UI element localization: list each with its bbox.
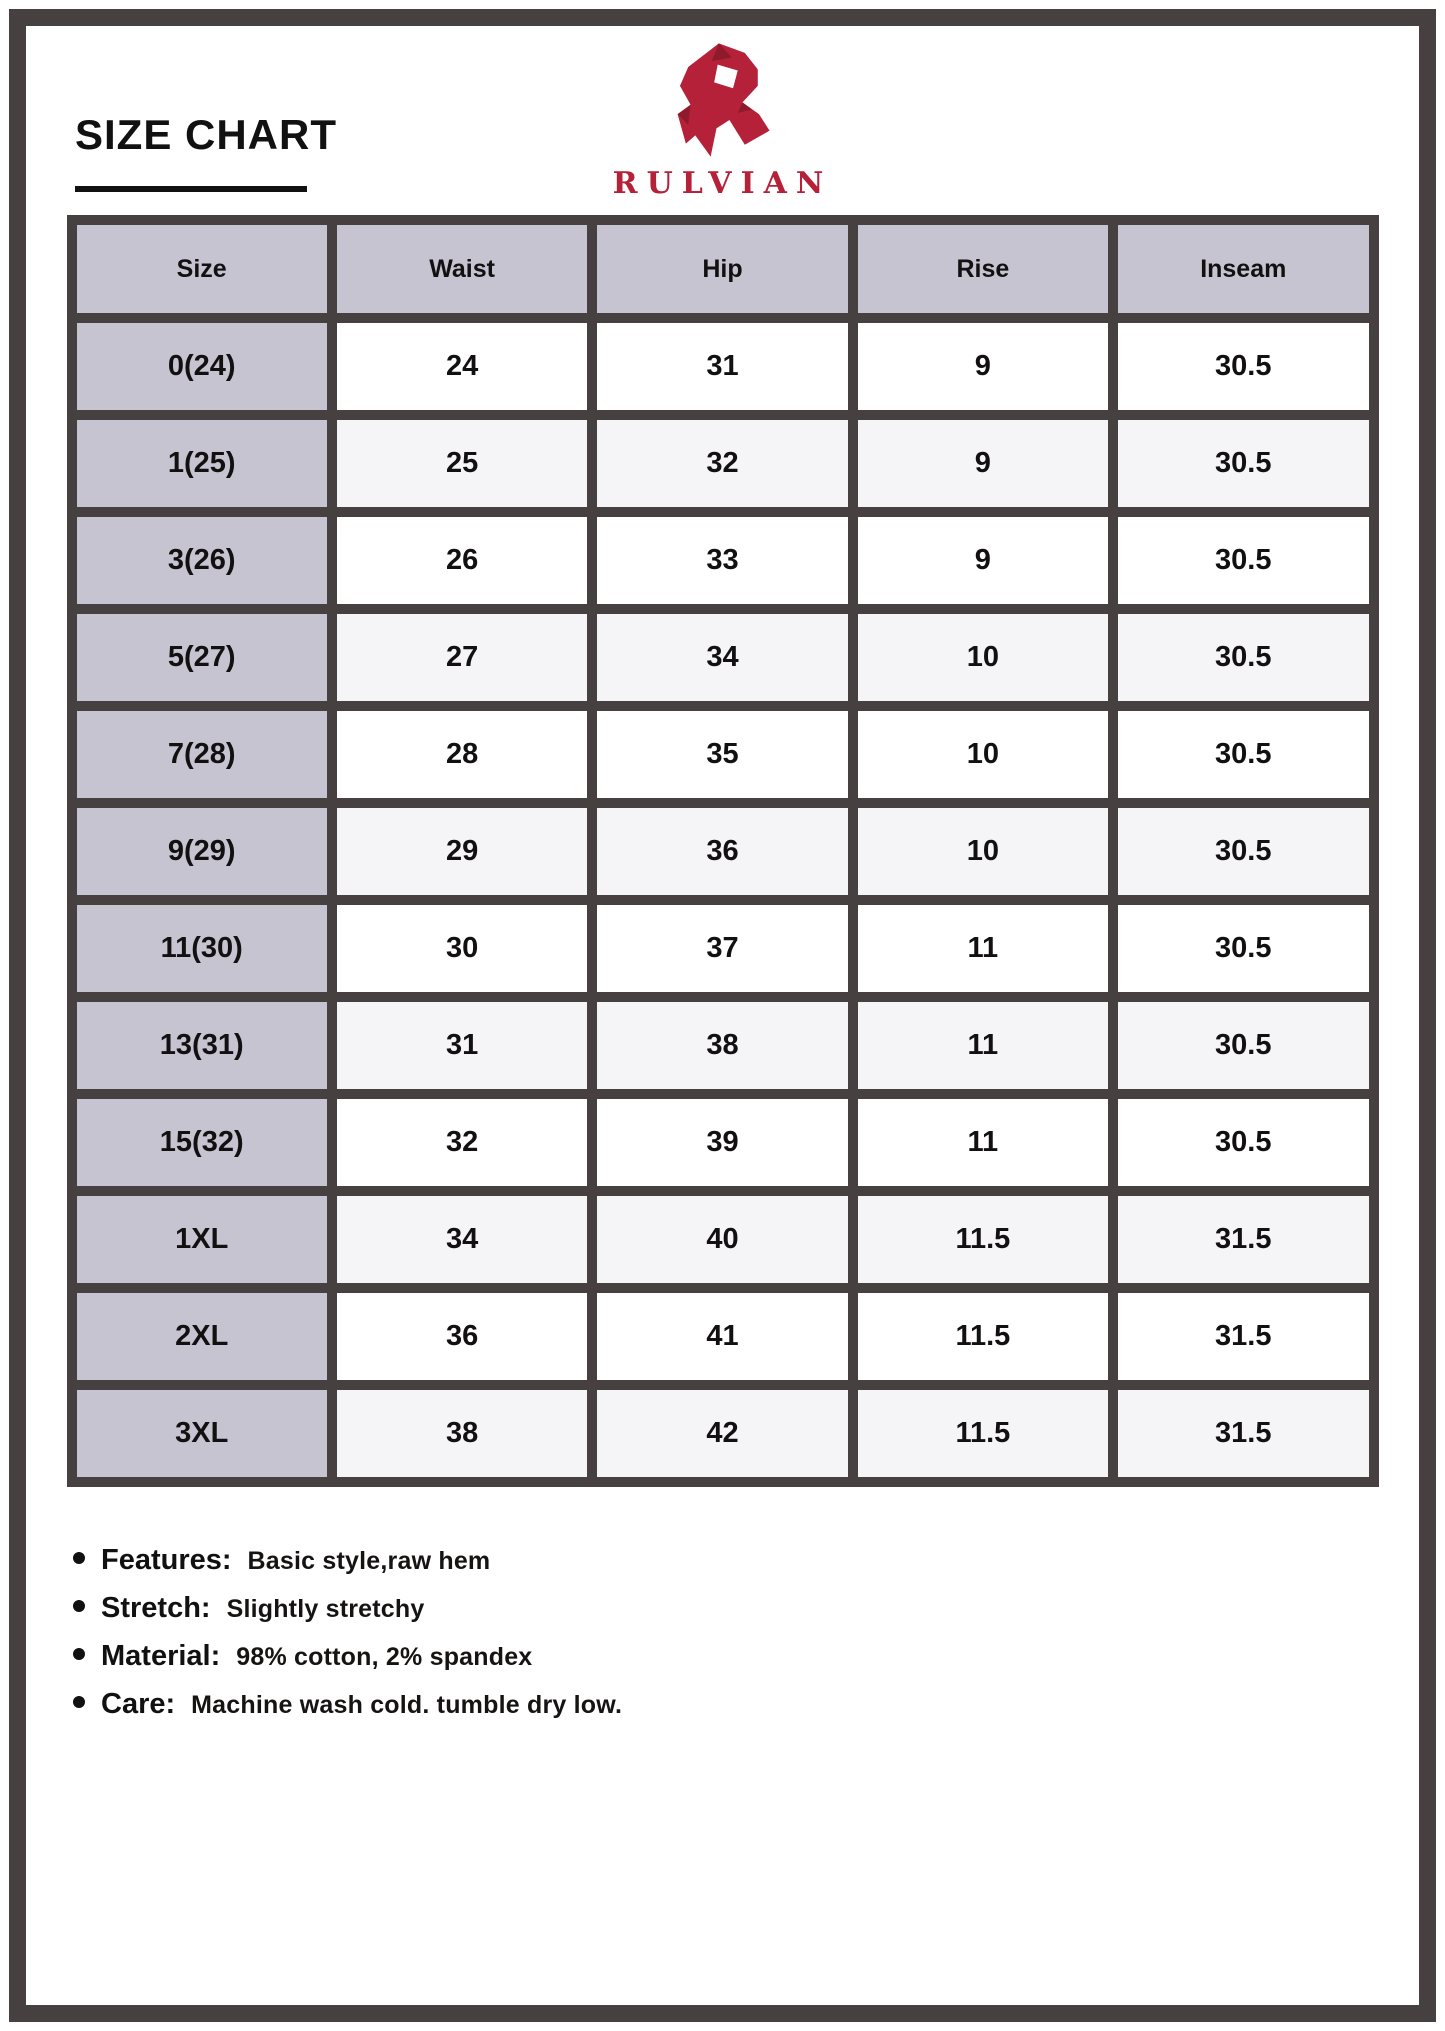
column-header-hip: Hip xyxy=(597,225,847,313)
value-cell: 9 xyxy=(858,323,1108,410)
size-table-body xyxy=(77,323,1369,1477)
value-cell: 31 xyxy=(597,323,847,410)
value-cell: 32 xyxy=(597,420,847,507)
size-label-cell: 1(25) xyxy=(77,420,327,507)
note-label: Stretch: xyxy=(101,1592,211,1624)
value-cell: 41 xyxy=(597,1293,847,1380)
value-cell: 39 xyxy=(597,1099,847,1186)
value-cell: 24 xyxy=(337,323,587,410)
size-table xyxy=(67,215,1379,1487)
header-row xyxy=(77,225,1369,313)
value-cell: 10 xyxy=(858,711,1108,798)
table-row xyxy=(77,517,1369,604)
value-cell: 25 xyxy=(337,420,587,507)
value-cell: 42 xyxy=(597,1390,847,1477)
title-underline xyxy=(75,186,307,192)
value-cell: 30.5 xyxy=(1118,517,1368,604)
brand-name: RULVIAN xyxy=(612,166,833,201)
value-cell: 38 xyxy=(337,1390,587,1477)
table-row xyxy=(77,614,1369,701)
table-row xyxy=(77,420,1369,507)
value-cell: 11 xyxy=(858,1099,1108,1186)
value-cell: 11 xyxy=(858,905,1108,992)
column-header-inseam: Inseam xyxy=(1118,225,1368,313)
size-label-cell: 1XL xyxy=(77,1196,327,1283)
note-text: Machine wash cold. tumble dry low. xyxy=(191,1691,623,1719)
value-cell: 30.5 xyxy=(1118,711,1368,798)
value-cell: 9 xyxy=(858,420,1108,507)
note-text: Slightly stretchy xyxy=(226,1595,425,1623)
note-item xyxy=(73,1592,622,1625)
size-label-cell: 5(27) xyxy=(77,614,327,701)
brand-r-icon xyxy=(667,38,779,162)
size-label-cell: 2XL xyxy=(77,1293,327,1380)
value-cell: 30.5 xyxy=(1118,808,1368,895)
page-title: SIZE CHART xyxy=(75,111,337,158)
table-row xyxy=(77,808,1369,895)
value-cell: 10 xyxy=(858,808,1108,895)
value-cell: 10 xyxy=(858,614,1108,701)
table-row xyxy=(77,1002,1369,1089)
value-cell: 30.5 xyxy=(1118,1099,1368,1186)
table-row xyxy=(77,1390,1369,1477)
table-row xyxy=(77,1293,1369,1380)
note-item xyxy=(73,1688,622,1721)
value-cell: 36 xyxy=(337,1293,587,1380)
value-cell: 30.5 xyxy=(1118,905,1368,992)
value-cell: 36 xyxy=(597,808,847,895)
size-label-cell: 11(30) xyxy=(77,905,327,992)
table-row xyxy=(77,1196,1369,1283)
note-item xyxy=(73,1640,622,1673)
brand-logo xyxy=(573,38,873,201)
size-label-cell: 9(29) xyxy=(77,808,327,895)
value-cell: 30 xyxy=(337,905,587,992)
table-row xyxy=(77,905,1369,992)
size-table-head xyxy=(77,225,1369,313)
value-cell: 30.5 xyxy=(1118,1002,1368,1089)
column-header-waist: Waist xyxy=(337,225,587,313)
value-cell: 11 xyxy=(858,1002,1108,1089)
value-cell: 31.5 xyxy=(1118,1293,1368,1380)
note-label: Features: xyxy=(101,1544,232,1576)
notes-list xyxy=(73,1544,622,1736)
note-item xyxy=(73,1544,622,1577)
column-header-size: Size xyxy=(77,225,327,313)
value-cell: 34 xyxy=(337,1196,587,1283)
value-cell: 30.5 xyxy=(1118,323,1368,410)
note-label: Care: xyxy=(101,1688,176,1720)
table-row xyxy=(77,711,1369,798)
value-cell: 37 xyxy=(597,905,847,992)
table-row xyxy=(77,323,1369,410)
value-cell: 29 xyxy=(337,808,587,895)
value-cell: 9 xyxy=(858,517,1108,604)
value-cell: 27 xyxy=(337,614,587,701)
value-cell: 31.5 xyxy=(1118,1196,1368,1283)
size-label-cell: 15(32) xyxy=(77,1099,327,1186)
value-cell: 32 xyxy=(337,1099,587,1186)
value-cell: 34 xyxy=(597,614,847,701)
size-label-cell: 7(28) xyxy=(77,711,327,798)
value-cell: 35 xyxy=(597,711,847,798)
value-cell: 31.5 xyxy=(1118,1390,1368,1477)
value-cell: 40 xyxy=(597,1196,847,1283)
note-label: Material: xyxy=(101,1640,221,1672)
value-cell: 38 xyxy=(597,1002,847,1089)
size-label-cell: 3(26) xyxy=(77,517,327,604)
value-cell: 28 xyxy=(337,711,587,798)
value-cell: 11.5 xyxy=(858,1390,1108,1477)
title-block xyxy=(75,111,337,192)
page-frame xyxy=(9,9,1436,2022)
page-content xyxy=(26,26,1419,2005)
size-label-cell: 0(24) xyxy=(77,323,327,410)
size-label-cell: 3XL xyxy=(77,1390,327,1477)
note-text: Basic style,raw hem xyxy=(247,1547,491,1575)
value-cell: 11.5 xyxy=(858,1293,1108,1380)
value-cell: 30.5 xyxy=(1118,420,1368,507)
value-cell: 26 xyxy=(337,517,587,604)
value-cell: 30.5 xyxy=(1118,614,1368,701)
value-cell: 31 xyxy=(337,1002,587,1089)
column-header-rise: Rise xyxy=(858,225,1108,313)
value-cell: 11.5 xyxy=(858,1196,1108,1283)
value-cell: 33 xyxy=(597,517,847,604)
size-label-cell: 13(31) xyxy=(77,1002,327,1089)
table-row xyxy=(77,1099,1369,1186)
note-text: 98% cotton, 2% spandex xyxy=(236,1643,533,1671)
